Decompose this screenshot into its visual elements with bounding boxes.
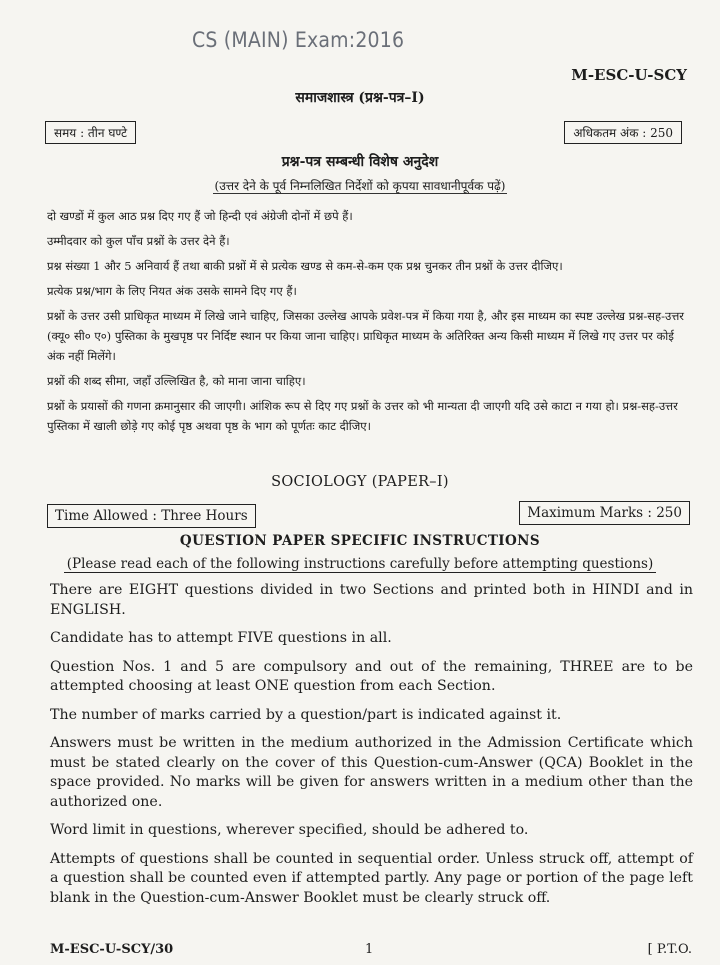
hindi-instruction-5: प्रश्नों के उत्तर उसी प्राधिकृत माध्यम में लिखे जाने चाहिए, जिसका उल्लेख आपके प्रवेश-पत्र में किया गया है, और इस माध्यम का स्पष्ट उल्लेख प्रश्न-सह-उत्तर (क्यू० सी० ए०) पुस्तिका के मुखपृष्ठ पर निर्दिष्ट स्थान पर किया जाना चाहिए। प्राधिकृत माध्यम के अतिरिक्त अन्य किसी माध्यम में लिखे गए उत्तर पर कोई अंक नहीं मिलेंगे। [47,309,685,363]
english-instruction-4: The number of marks carried by a question/part is indicated against it. [50,706,562,723]
english-instruction-6: Word limit in questions, wherever specified, should be adhered to. [50,822,529,838]
english-instructions-subheading: (Please read each of the following instructions carefully before attempting questions) [0,556,720,572]
hindi-instruction-7: प्रश्नों के प्रयासों की गणना क्रमानुसार की जाएगी। आंशिक रूप से दिए गए प्रश्नों के उत्तर को भी मान्यता दी जाएगी यदि उसे काटा न गया हो। प्रश्न-सह-उत्तर पुस्तिका में खाली छोड़े गए कोई पृष्ठ अथवा पृष्ठ के भाग को पूर्णतः काट दीजिए। [47,399,678,433]
footer-paper-code: M-ESC-U-SCY/30 [50,942,174,957]
hindi-subject-title: समाजशास्त्र (प्रश्न-पत्र–I) [295,90,425,106]
english-subject-title: SOCIOLOGY (PAPER–I) [271,474,449,490]
hindi-instructions-subheading: (उत्तर देने के पूर्व निम्नलिखित निर्देशों को कृपया सावधानीपूर्वक पढ़ें) [214,179,506,193]
english-marks-box: Maximum Marks : 250 [519,501,690,525]
english-instruction-7: Attempts of questions shall be counted in sequential order. Unless struck off, attempt of a question shall be counted even if attempted partly. Any page or portion of the page left blank in the Question-cum-Answer Booklet must be clearly struck off. [50,850,693,906]
hindi-instruction-4: प्रत्येक प्रश्न/भाग के लिए नियत अंक उसके सामने दिए गए हैं। [47,284,297,298]
hindi-marks-box: अधिकतम अंक : 250 [564,121,682,144]
hindi-instruction-1: दो खण्डों में कुल आठ प्रश्न दिए गए हैं जो हिन्दी एवं अंग्रेजी दोनों में छपे हैं। [47,209,353,223]
page-number: 1 [365,942,374,957]
english-instruction-1: There are EIGHT questions divided in two Sections and printed both in HINDI and in ENGLISH. [50,582,693,618]
english-instruction-2: Candidate has to attempt FIVE questions in all. [50,630,392,646]
english-instruction-5: Answers must be written in the medium authorized in the Admission Certificate which must be stated clearly on the cover of this Question-cum-Answer (QCA) Booklet in the space provided. No marks will be given for answers written in a medium other than the authorized one. [50,735,693,810]
hindi-instructions-heading: प्रश्न-पत्र सम्बन्धी विशेष अनुदेश [281,154,439,170]
english-instructions-heading: QUESTION PAPER SPECIFIC INSTRUCTIONS [179,533,541,549]
english-instructions [50,581,693,917]
hindi-instructions [47,206,687,441]
exam-stamp: CS (MAIN) Exam:2016 [192,28,405,52]
paper-code: M-ESC-U-SCY [571,66,687,84]
hindi-time-box: समय : तीन घण्टे [45,121,136,144]
english-instruction-3: Question Nos. 1 and 5 are compulsory and out of the remaining, THREE are to be attempted choosing at least ONE question from each Section. [50,658,693,694]
hindi-instruction-3: प्रश्न संख्या 1 और 5 अनिवार्य हैं तथा बाकी प्रश्नों में से प्रत्येक खण्ड से कम-से-कम एक प्रश्न चुनकर तीन प्रश्नों के उत्तर दीजिए। [47,259,563,273]
hindi-instruction-2: उम्मीदवार को कुल पाँच प्रश्नों के उत्तर देने हैं। [47,234,230,248]
english-time-box: Time Allowed : Three Hours [47,504,256,528]
pto-label: [ P.T.O. [647,942,692,957]
hindi-instruction-6: प्रश्नों की शब्द सीमा, जहाँ उल्लिखित है, को माना जाना चाहिए। [47,374,306,388]
